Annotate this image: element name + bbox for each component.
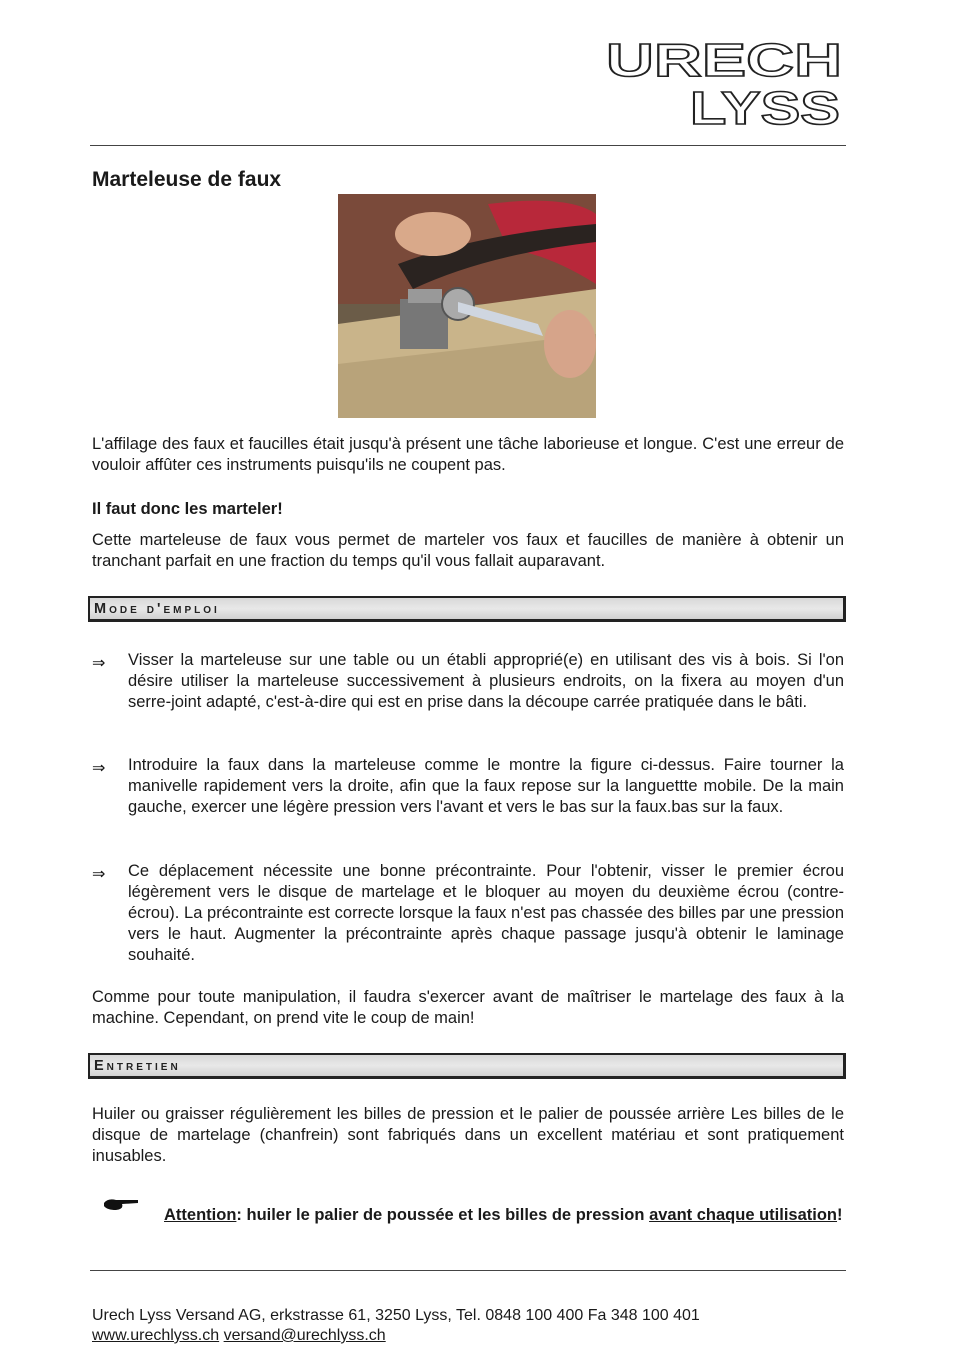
step-3: Ce déplacement nécessite une bonne précontrainte. Pour l'obtenir, visser le premier écrou légèrement vers le disque de martelage et le bloquer au moyen du deuxième écrou (contre-écrou). La précontrainte est correcte lorsque la faux n'est pas chassée des billes par une pression vers le haut. Augmenter la précontrainte après chaque passage jusqu'à obtenir le laminage souhaité. [128,862,844,964]
entretien-header [88,1053,846,1079]
arrow-icon: ⇒ [92,655,106,672]
step-2: Introduire la faux dans la marteleuse comme le montre la figure ci-dessus. Faire tourner la manivelle rapidement vers la droite, afin que la faux repose sur la languettte mobile. De la main gauche, exercer une légère pression vers l'avant et vers le bas sur la faux.bas sur la faux. [128,756,844,816]
attention-underlined: avant chaque utilisation [649,1206,838,1224]
logo-line2: LYSS [690,82,840,128]
practice-paragraph: Comme pour toute manipulation, il faudra s'exercer avant de maîtriser le martelage des faux à la machine. Cependant, on prend vite le coup de main! [92,988,844,1027]
emphasis-line: Il faut donc les marteler! [92,500,283,518]
arrow-icon: ⇒ [92,760,106,777]
entretien-heading: Entretien [94,1058,181,1074]
step-1: Visser la marteleuse sur une table ou un établi approprié(e) en utilisant des vis à bois. Si l'on désire utiliser la marteleuse successivement à plusieurs endroits, on la fixera au moyen d'un serre-joint adapté, c'est-à-dire qui est en prise dans la découpe carrée pratiquée dans le bâti. [128,651,844,711]
attention-note [164,1205,844,1226]
intro-paragraph: L'affilage des faux et faucilles était jusqu'à présent une tâche laborieuse et longue. C'est une erreur de vouloir affûter ces instruments puisqu'ils ne coupent pas. [92,435,844,474]
mode-emploi-header [88,596,846,622]
header-rule [90,145,846,146]
arrow-icon: ⇒ [92,866,106,883]
email-link[interactable]: versand@urechlyss.ch [223,1327,386,1344]
urech-lyss-logo [604,32,844,128]
logo-line1: URECH [606,34,842,86]
footer-rule [90,1270,846,1271]
page-title: Marteleuse de faux [92,168,282,191]
attention-text: : huiler le palier de poussée et les billes de pression [236,1206,650,1224]
pointing-hand-icon [104,1196,140,1212]
website-link[interactable]: www.urechlyss.ch [92,1327,220,1344]
footer-address: Urech Lyss Versand AG, erkstrasse 61, 3250 Lyss, Tel. 0848 100 400 Fa 348 100 401 [92,1307,700,1324]
entretien-paragraph: Huiler ou graisser régulièrement les billes de pression et le palier de poussée arrière Les billes de le disque de martelage (chanfrein) sont fabriqués dans un excellent matériau et sont pratiquement inusables. [92,1105,844,1165]
footer [92,1306,700,1346]
description-paragraph: Cette marteleuse de faux vous permet de marteler vos faux et faucilles de manière à obtenir un tranchant parfait en une fraction du temps qu'il vous fallait auparavant. [92,531,844,570]
attention-end: ! [837,1206,843,1224]
scythe-hammering-photo [338,194,596,418]
mode-emploi-heading: Mode d'emploi [94,601,220,617]
attention-label: Attention [164,1206,237,1224]
